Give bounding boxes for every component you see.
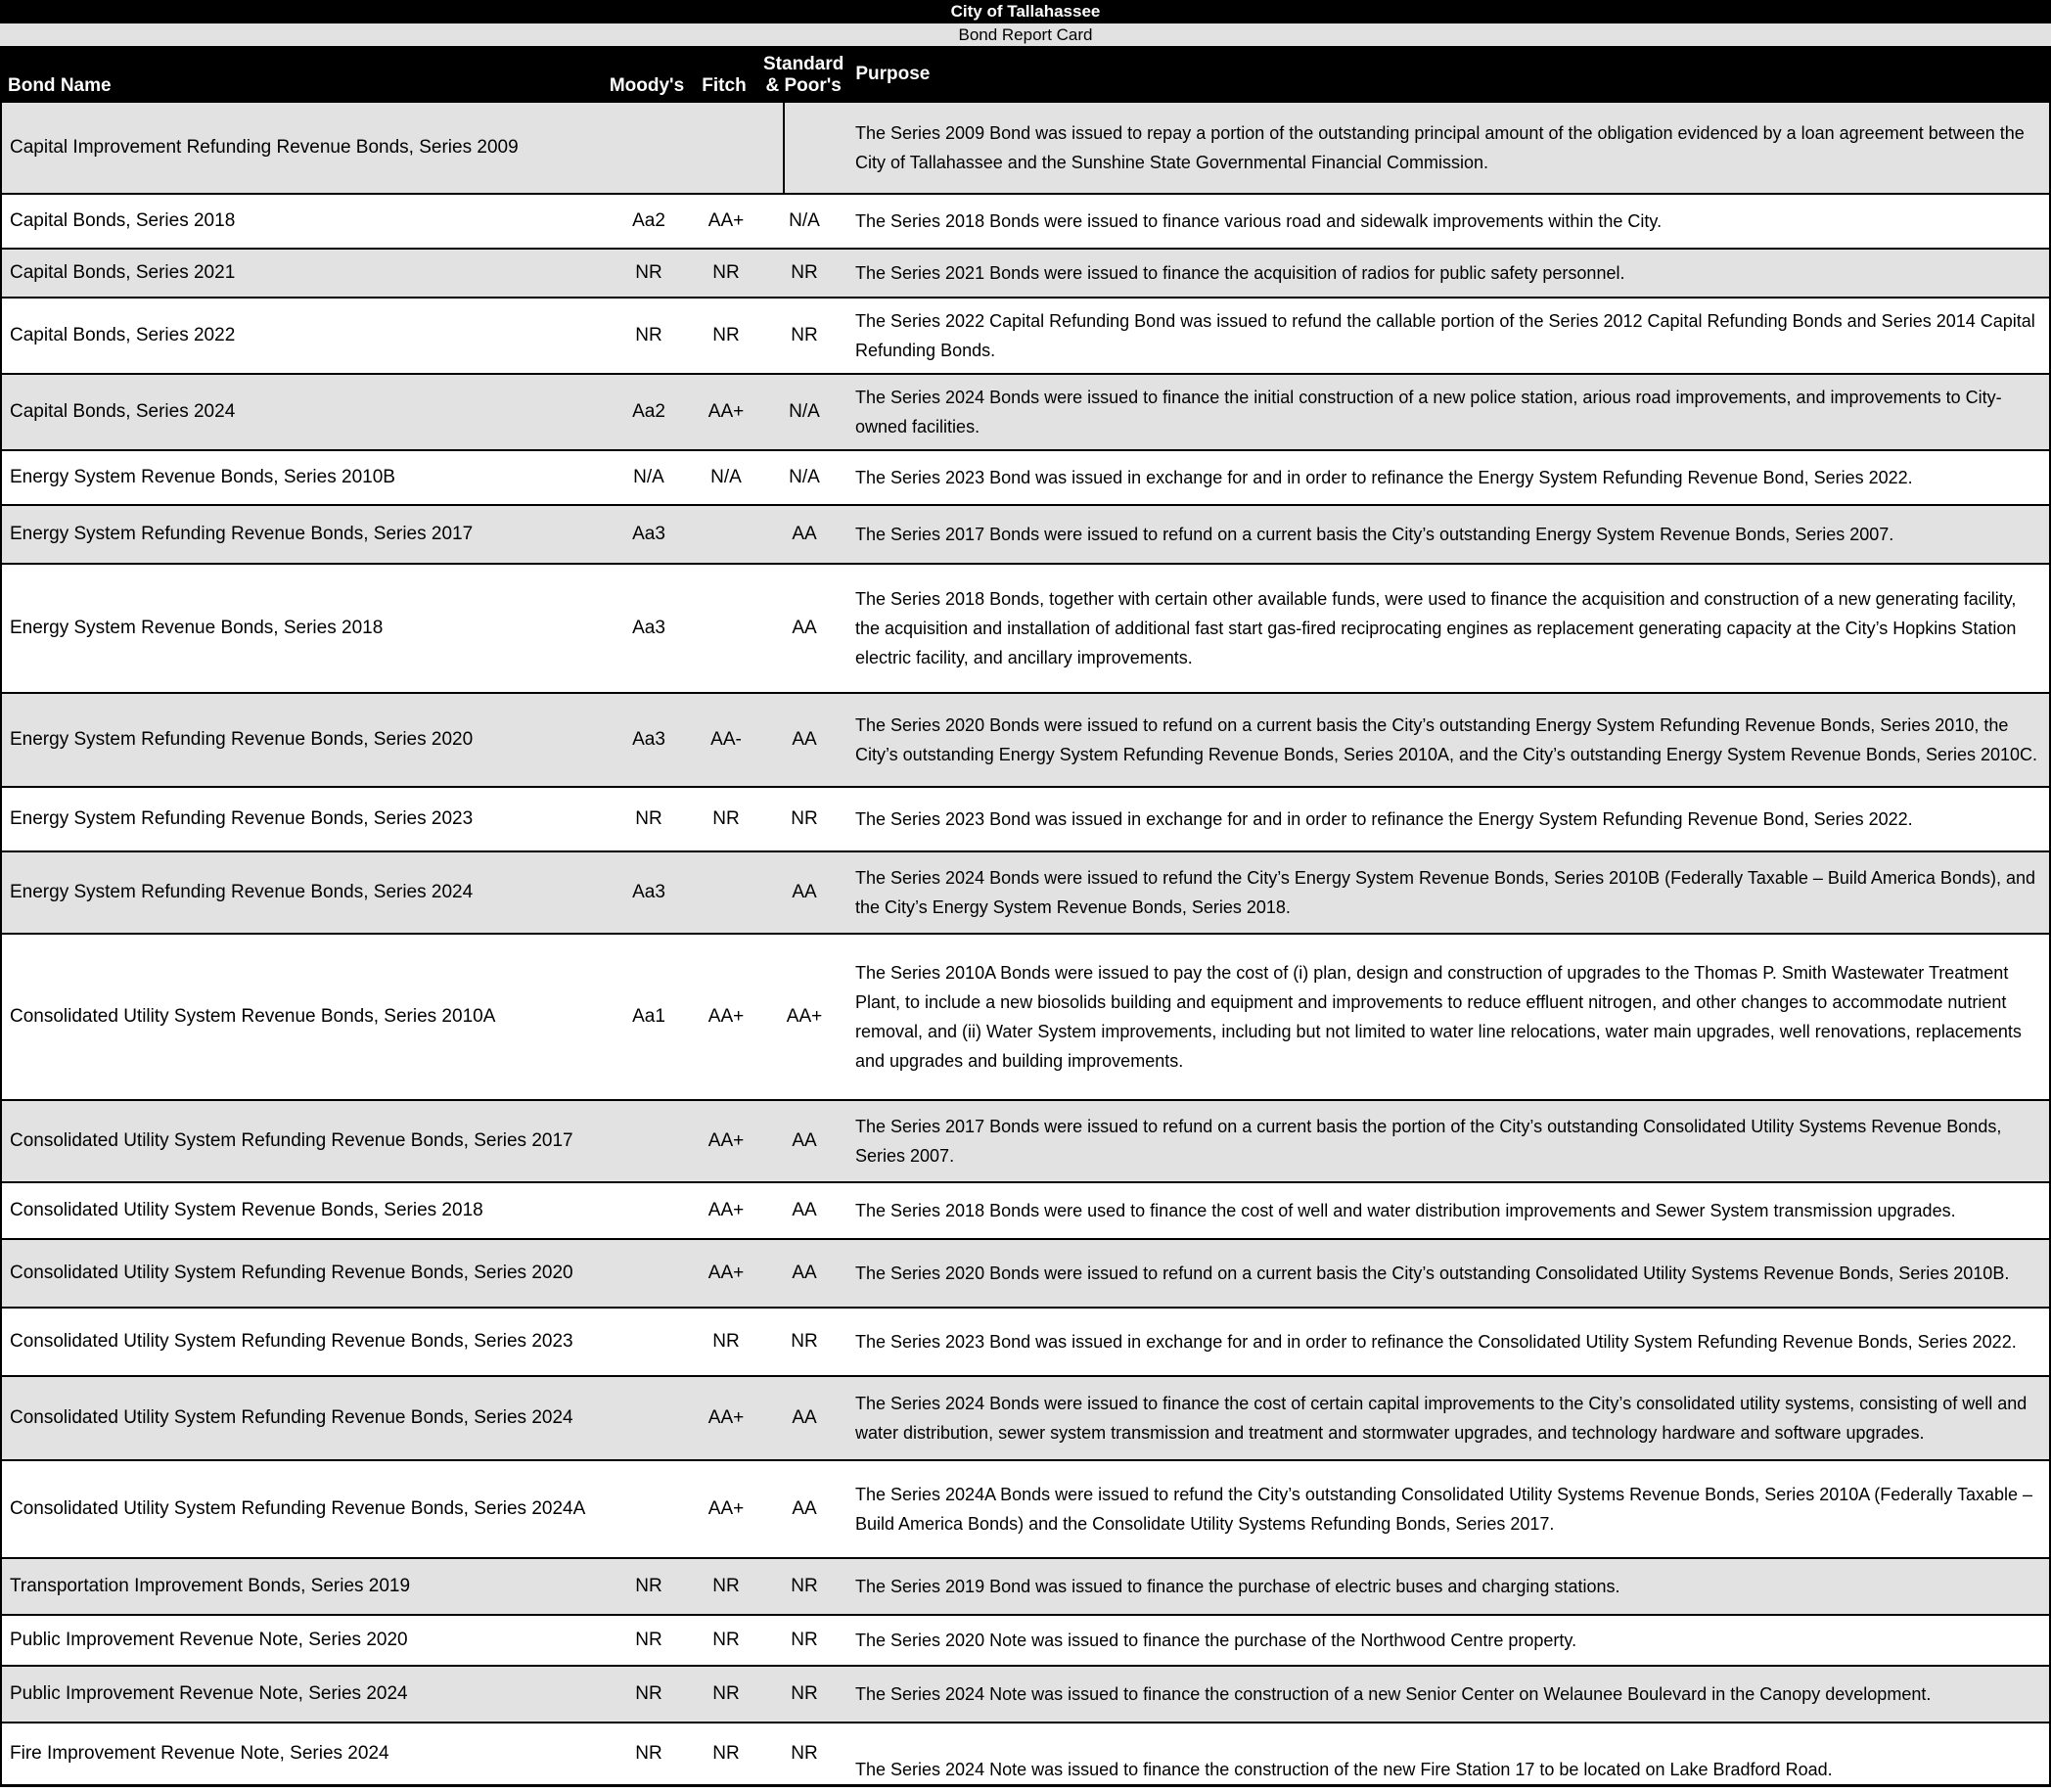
table-row	[2, 297, 2049, 373]
table-row	[2, 1665, 2049, 1722]
sp-rating-cell: AA	[792, 1407, 817, 1428]
table-header-row	[0, 46, 2051, 103]
table-row	[2, 1375, 2049, 1459]
purpose-cell: The Series 2020 Bonds were issued to refund on a current basis the City’s outstanding Consolidated Utility Systems Revenue Bonds, Series 2010B.	[855, 1264, 2010, 1283]
purpose-cell: The Series 2010A Bonds were issued to pay the cost of (i) plan, design and construction of upgrades to the Thomas P. Smith Wastewater Treatment Plant, to include a new biosolids building and equipment and improvements to reduce effluent nitrogen, and other changes to accommodate nutrient removal, and (ii) Water System improvements, including but not limited to water line relocations, water main upgrades, well renovations, replacements and upgrades and building improvements.	[855, 963, 2022, 1071]
purpose-cell: The Series 2018 Bonds, together with certain other available funds, were used to finance the acquisition and construction of a new generating facility, the acquisition and installation of additional fast start gas-fired reciprocating engines as replacement generating capacity at the City’s Hopkins Station electric facility, and ancillary improvements.	[855, 589, 2017, 667]
table-body	[0, 103, 2051, 1787]
fitch-rating-cell: AA+	[707, 1407, 745, 1428]
fitch-rating-cell	[687, 852, 765, 933]
fitch-rating-cell: AA+	[707, 401, 745, 422]
fitch-column-header: Fitch	[702, 75, 747, 96]
purpose-cell: The Series 2024 Bonds were issued to finance the cost of certain capital improvements to the City’s consolidated utility systems, consisting of well and water distribution, sewer system transmission and treatment and stormwater upgrades, and technology hardware and software upgrades.	[855, 1394, 2028, 1443]
table-row	[2, 1238, 2049, 1307]
purpose-column-header: Purpose	[855, 64, 931, 84]
bond-name-cell: Public Improvement Revenue Note, Series 2024	[10, 1683, 408, 1704]
table-row	[2, 850, 2049, 933]
bond-name-cell: Consolidated Utility System Revenue Bonds, Series 2010A	[10, 1006, 496, 1027]
bond-name-cell: Energy System Refunding Revenue Bonds, Series 2024	[10, 882, 474, 902]
moodys-rating-cell: NR	[635, 325, 662, 345]
purpose-cell: The Series 2024A Bonds were issued to refund the City’s outstanding Consolidated Utility Systems Revenue Bonds, Series 2010A (Federally Taxable – Build America Bonds) and the Consolidate Utility Systems Refunding Bonds, Series 2017.	[855, 1485, 2033, 1534]
fitch-rating-cell: AA+	[707, 1498, 745, 1519]
sp-rating-cell: AA	[792, 1498, 817, 1519]
fitch-rating-cell: AA+	[707, 210, 745, 231]
bond-name-cell: Transportation Improvement Bonds, Series 2019	[10, 1576, 411, 1596]
bond-name-cell: Fire Improvement Revenue Note, Series 2024	[10, 1743, 389, 1764]
table-row	[2, 449, 2049, 504]
table-row	[2, 103, 2049, 193]
sp-rating-cell: NR	[791, 1630, 818, 1650]
moodys-rating-cell	[611, 1309, 687, 1375]
bond-name-cell: Consolidated Utility System Refunding Revenue Bonds, Series 2023	[10, 1331, 573, 1352]
bond-name-cell: Consolidated Utility System Refunding Revenue Bonds, Series 2024A	[10, 1498, 586, 1519]
sp-rating-cell: AA	[792, 1130, 817, 1151]
sp-rating-cell: N/A	[789, 467, 820, 487]
bond-name-cell: Capital Bonds, Series 2024	[10, 401, 236, 422]
moodys-rating-cell: NR	[635, 808, 662, 829]
fitch-rating-cell: NR	[712, 1576, 740, 1596]
purpose-cell: The Series 2017 Bonds were issued to refund on a current basis the portion of the City’s outstanding Consolidated Utility Systems Revenue Bonds, Series 2007.	[855, 1117, 2002, 1166]
moodys-rating-cell: Aa3	[632, 618, 665, 638]
table-row	[2, 504, 2049, 563]
report-subtitle: Bond Report Card	[958, 24, 1093, 44]
report-title: City of Tallahassee	[950, 2, 1101, 21]
table-row	[2, 1307, 2049, 1375]
bond-name-cell: Public Improvement Revenue Note, Series 2020	[10, 1630, 408, 1650]
report-subtitle-bar	[0, 23, 2051, 46]
purpose-cell: The Series 2020 Note was issued to finance the purchase of the Northwood Centre property.	[855, 1631, 1577, 1650]
moodys-rating-cell	[611, 1461, 687, 1557]
fitch-rating-cell	[687, 103, 765, 193]
purpose-cell: The Series 2023 Bond was issued in exchange for and in order to refinance the Consolidated Utility System Refunding Revenue Bonds, Series 2022.	[855, 1332, 2017, 1352]
sp-rating-cell: AA	[792, 729, 817, 750]
purpose-cell: The Series 2024 Bonds were issued to finance the initial construction of a new police station, arious road improvements, and improvements to City-owned facilities.	[855, 388, 2002, 437]
bond-name-column-header: Bond Name	[8, 75, 112, 96]
purpose-cell: The Series 2021 Bonds were issued to finance the acquisition of radios for public safety personnel.	[855, 263, 1625, 283]
sp-rating-cell: AA	[792, 618, 817, 638]
bond-name-cell: Capital Bonds, Series 2018	[10, 210, 236, 231]
bond-name-cell: Capital Bonds, Series 2022	[10, 325, 236, 345]
fitch-rating-cell: AA+	[707, 1263, 745, 1283]
moodys-rating-cell	[611, 1183, 687, 1238]
sp-rating-cell: NR	[791, 262, 818, 283]
fitch-rating-cell: NR	[712, 808, 740, 829]
fitch-rating-cell: AA+	[707, 1006, 745, 1027]
fitch-rating-cell: NR	[712, 325, 740, 345]
sp-rating-cell: N/A	[789, 401, 820, 422]
table-row	[2, 933, 2049, 1099]
purpose-cell: The Series 2023 Bond was issued in exchange for and in order to refinance the Energy System Refunding Revenue Bond, Series 2022.	[855, 809, 1913, 829]
purpose-cell: The Series 2020 Bonds were issued to refund on a current basis the City’s outstanding Energy System Refunding Revenue Bonds, Series 2010, the City’s outstanding Energy System Refunding Revenue Bonds, Series 2010A, and the City’s outstanding Energy System Revenue Bonds, Series 2010C.	[855, 715, 2038, 764]
moodys-rating-cell: N/A	[633, 467, 664, 487]
sp-rating-cell: NR	[791, 1331, 818, 1352]
sp-rating-cell: NR	[791, 325, 818, 345]
bond-name-cell: Consolidated Utility System Refunding Revenue Bonds, Series 2024	[10, 1407, 573, 1428]
table-row	[2, 563, 2049, 692]
fitch-rating-cell: AA-	[710, 729, 742, 750]
bond-name-cell: Energy System Revenue Bonds, Series 2010B	[10, 467, 395, 487]
purpose-cell: The Series 2024 Note was issued to finance the construction of the new Fire Station 17 to be located on Lake Bradford Road.	[855, 1760, 1833, 1779]
moodys-rating-cell	[611, 1101, 687, 1181]
bond-name-cell: Consolidated Utility System Refunding Revenue Bonds, Series 2017	[10, 1130, 573, 1151]
fitch-rating-cell: NR	[712, 262, 740, 283]
moodys-rating-cell: Aa2	[632, 401, 665, 422]
moodys-rating-cell: NR	[635, 1683, 662, 1704]
table-row	[2, 1181, 2049, 1238]
bond-name-cell: Consolidated Utility System Revenue Bonds, Series 2018	[10, 1200, 483, 1220]
moodys-rating-cell: NR	[635, 1743, 662, 1764]
sp-rating-cell: AA	[792, 1200, 817, 1220]
purpose-cell: The Series 2017 Bonds were issued to refund on a current basis the City’s outstanding Energy System Revenue Bonds, Series 2007.	[855, 525, 1894, 544]
moodys-rating-cell: Aa2	[632, 210, 665, 231]
sp-rating-cell: AA	[792, 524, 817, 544]
bond-name-cell: Energy System Revenue Bonds, Series 2018	[10, 618, 384, 638]
bond-name-cell: Capital Improvement Refunding Revenue Bonds, Series 2009	[10, 137, 519, 158]
fitch-rating-cell: AA+	[707, 1200, 745, 1220]
table-row	[2, 1557, 2049, 1614]
table-row	[2, 1722, 2049, 1784]
purpose-cell: The Series 2023 Bond was issued in exchange for and in order to refinance the Energy System Refunding Revenue Bond, Series 2022.	[855, 468, 1913, 487]
moodys-rating-cell: Aa1	[632, 1006, 665, 1027]
report-title-bar	[0, 0, 2051, 23]
table-row	[2, 786, 2049, 850]
moodys-rating-cell: Aa3	[632, 882, 665, 902]
moodys-rating-cell: Aa3	[632, 729, 665, 750]
sp-rating-cell: NR	[791, 1683, 818, 1704]
purpose-cell: The Series 2024 Note was issued to finance the construction of a new Senior Center on Welaunee Boulevard in the Canopy development.	[855, 1684, 1932, 1704]
bond-name-cell: Energy System Refunding Revenue Bonds, Series 2023	[10, 808, 474, 829]
table-row	[2, 193, 2049, 248]
sp-rating-cell: AA	[792, 882, 817, 902]
moodys-rating-cell: Aa3	[632, 524, 665, 544]
fitch-rating-cell: NR	[712, 1630, 740, 1650]
fitch-rating-cell: AA+	[707, 1130, 745, 1151]
table-row	[2, 248, 2049, 297]
table-row	[2, 373, 2049, 449]
table-row	[2, 1099, 2049, 1181]
bond-name-cell: Capital Bonds, Series 2021	[10, 262, 236, 283]
moodys-rating-cell: NR	[635, 1630, 662, 1650]
fitch-rating-cell: NR	[712, 1683, 740, 1704]
sp-rating-cell: AA	[792, 1263, 817, 1283]
table-row	[2, 1459, 2049, 1557]
purpose-cell: The Series 2022 Capital Refunding Bond was issued to refund the callable portion of the Series 2012 Capital Refunding Bonds and Series 2014 Capital Refunding Bonds.	[855, 311, 2035, 360]
moodys-rating-cell	[611, 103, 687, 193]
fitch-rating-cell	[687, 565, 765, 692]
fitch-rating-cell: N/A	[710, 467, 742, 487]
table-row	[2, 1614, 2049, 1665]
sp-rating-cell: AA+	[786, 1006, 823, 1027]
moodys-rating-cell	[611, 1240, 687, 1307]
bond-name-cell: Energy System Refunding Revenue Bonds, Series 2020	[10, 729, 474, 750]
purpose-cell: The Series 2018 Bonds were issued to finance various road and sidewalk improvements within the City.	[855, 211, 1663, 231]
sp-rating-cell: NR	[791, 1576, 818, 1596]
purpose-cell: The Series 2024 Bonds were issued to refund the City’s Energy System Revenue Bonds, Series 2010B (Federally Taxable – Build America Bonds), and the City’s Energy System Revenue Bonds, Series 2018.	[855, 868, 2035, 917]
standard-and-poors-column-header: Standard & Poor's	[763, 54, 844, 96]
sp-rating-cell: NR	[791, 1743, 818, 1764]
bond-name-cell: Consolidated Utility System Refunding Revenue Bonds, Series 2020	[10, 1263, 573, 1283]
table-row	[2, 692, 2049, 786]
fitch-rating-cell	[687, 506, 765, 563]
moodys-rating-cell: NR	[635, 262, 662, 283]
moodys-column-header: Moody's	[609, 75, 685, 96]
moodys-rating-cell: NR	[635, 1576, 662, 1596]
purpose-cell: The Series 2019 Bond was issued to finance the purchase of electric buses and charging stations.	[855, 1577, 1620, 1596]
fitch-rating-cell: NR	[712, 1331, 740, 1352]
sp-rating-cell	[765, 103, 843, 193]
bond-name-cell: Energy System Refunding Revenue Bonds, Series 2017	[10, 524, 474, 544]
sp-rating-cell: N/A	[789, 210, 820, 231]
purpose-cell: The Series 2009 Bond was issued to repay a portion of the outstanding principal amount of the obligation evidenced by a loan agreement between the City of Tallahassee and the Sunshine State Governmental Financial Commission.	[855, 123, 2025, 172]
sp-rating-cell: NR	[791, 808, 818, 829]
purpose-cell: The Series 2018 Bonds were used to finance the cost of well and water distribution improvements and Sewer System transmission upgrades.	[855, 1201, 1956, 1220]
fitch-rating-cell: NR	[712, 1743, 740, 1764]
moodys-rating-cell	[611, 1377, 687, 1459]
